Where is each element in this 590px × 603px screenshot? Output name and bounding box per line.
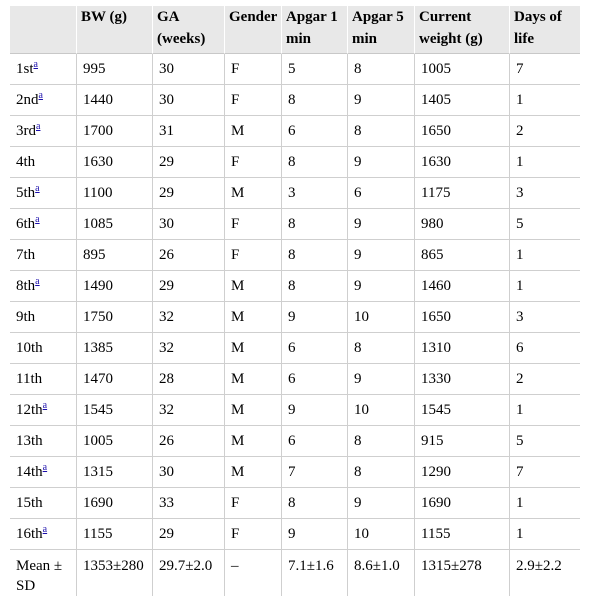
table-row: [10, 426, 580, 457]
header-bw: BW (g): [77, 6, 153, 54]
patient-id-text: 12th: [16, 402, 43, 418]
cell-apgar-5: 9: [348, 364, 415, 395]
cell-gender: F: [225, 54, 282, 85]
cell-bw: 1630: [77, 147, 153, 178]
summary-label: Mean ± SD: [10, 550, 77, 596]
header-apgar-1: Apgar 1 min: [282, 6, 348, 54]
cell-ga: 33: [153, 488, 225, 519]
cell-ga: 26: [153, 426, 225, 457]
cell-ga: 31: [153, 116, 225, 147]
cell-ga: 30: [153, 54, 225, 85]
cell-bw: 1155: [77, 519, 153, 550]
cell-apgar-1: 8: [282, 271, 348, 302]
patient-id-text: 1st: [16, 61, 34, 77]
patient-id-text: 9th: [16, 309, 36, 325]
header-apgar-5: Apgar 5 min: [348, 6, 415, 54]
cell-gender: M: [225, 457, 282, 488]
cell-days-of-life: 1: [510, 240, 580, 271]
cell-days-of-life: 3: [510, 178, 580, 209]
cell-patient-id: [10, 147, 77, 178]
cell-current-weight: 1630: [415, 147, 510, 178]
cell-bw: 1005: [77, 426, 153, 457]
cell-apgar-1: 8: [282, 488, 348, 519]
cell-current-weight: 1175: [415, 178, 510, 209]
cell-apgar-5: 10: [348, 395, 415, 426]
footnote-link[interactable]: a: [42, 462, 48, 473]
cell-patient-id: [10, 333, 77, 364]
cell-apgar-1: 6: [282, 364, 348, 395]
cell-current-weight: 1155: [415, 519, 510, 550]
cell-gender: M: [225, 116, 282, 147]
cell-bw: 1750: [77, 302, 153, 333]
footnote-sup: [43, 521, 47, 535]
header-patient: [10, 6, 77, 54]
cell-apgar-5: 6: [348, 178, 415, 209]
cell-days-of-life: 1: [510, 488, 580, 519]
cell-apgar-5: 10: [348, 302, 415, 333]
cell-ga: 29: [153, 271, 225, 302]
cell-ga: 29: [153, 519, 225, 550]
cell-apgar-1: 6: [282, 116, 348, 147]
header-current-weight: Current weight (g): [415, 6, 510, 54]
cell-patient-id: [10, 488, 77, 519]
table-row: [10, 364, 580, 395]
cell-gender: F: [225, 240, 282, 271]
footnote-sup: [35, 180, 39, 194]
cell-bw: 1690: [77, 488, 153, 519]
table-row: [10, 488, 580, 519]
cell-current-weight: 1460: [415, 271, 510, 302]
table-body: [10, 54, 580, 596]
cell-bw: 1385: [77, 333, 153, 364]
cell-gender: M: [225, 333, 282, 364]
cell-apgar-5: 9: [348, 147, 415, 178]
cell-current-weight: 1005: [415, 54, 510, 85]
cell-bw: 1490: [77, 271, 153, 302]
cell-bw: 1545: [77, 395, 153, 426]
patient-id-text: 6th: [16, 216, 36, 232]
cell-ga: 30: [153, 209, 225, 240]
footnote-sup: [35, 211, 39, 225]
cell-apgar-1: 6: [282, 333, 348, 364]
cell-days-of-life: 1: [510, 519, 580, 550]
patient-id-text: 7th: [16, 247, 36, 263]
cell-bw: 1700: [77, 116, 153, 147]
cell-ga: 28: [153, 364, 225, 395]
cell-current-weight: 915: [415, 426, 510, 457]
table-row: [10, 240, 580, 271]
cell-patient-id: [10, 85, 77, 116]
cell-apgar-5: 8: [348, 54, 415, 85]
cell-patient-id: [10, 116, 77, 147]
cell-current-weight: 1330: [415, 364, 510, 395]
table-row: [10, 302, 580, 333]
cell-ga: 32: [153, 395, 225, 426]
patient-id-text: 11th: [16, 371, 43, 387]
table-row: [10, 147, 580, 178]
cell-days-of-life: 1: [510, 395, 580, 426]
patient-id-text: 16th: [16, 526, 43, 542]
cell-days-of-life: 5: [510, 426, 580, 457]
table-row: [10, 395, 580, 426]
cell-apgar-5: 9: [348, 209, 415, 240]
cell-days-of-life: 6: [510, 333, 580, 364]
cell-apgar-1: 8: [282, 147, 348, 178]
patient-table-container: [10, 6, 580, 596]
footnote-link[interactable]: a: [42, 524, 48, 535]
cell-patient-id: [10, 209, 77, 240]
footnote-link[interactable]: a: [42, 400, 48, 411]
cell-bw: 1085: [77, 209, 153, 240]
cell-days-of-life: 1: [510, 271, 580, 302]
cell-apgar-1: 9: [282, 519, 348, 550]
cell-patient-id: [10, 457, 77, 488]
cell-apgar-1: 7: [282, 457, 348, 488]
patient-id-text: 4th: [16, 154, 36, 170]
cell-ga: 29: [153, 147, 225, 178]
cell-apgar-5: 8: [348, 333, 415, 364]
cell-gender: F: [225, 209, 282, 240]
cell-patient-id: [10, 426, 77, 457]
cell-ga: 26: [153, 240, 225, 271]
header-days-of-life: Days of life: [510, 6, 580, 54]
cell-apgar-1: 5: [282, 54, 348, 85]
patient-id-text: 15th: [16, 495, 43, 511]
cell-apgar-5: 8: [348, 116, 415, 147]
cell-current-weight: 1650: [415, 302, 510, 333]
table-row: [10, 333, 580, 364]
cell-apgar-5: 9: [348, 240, 415, 271]
cell-gender: M: [225, 271, 282, 302]
patient-id-text: 3rd: [16, 123, 36, 139]
cell-bw: 1100: [77, 178, 153, 209]
footnote-link[interactable]: a: [38, 90, 43, 101]
cell-patient-id: [10, 519, 77, 550]
cell-patient-id: [10, 54, 77, 85]
cell-current-weight: 1290: [415, 457, 510, 488]
cell-apgar-5: 8: [348, 457, 415, 488]
cell-ga: 32: [153, 333, 225, 364]
cell-current-weight: 1405: [415, 85, 510, 116]
header-gender: Gender: [225, 6, 282, 54]
table-row: [10, 271, 580, 302]
footnote-sup: [39, 87, 43, 101]
footnote-sup: [34, 56, 38, 70]
cell-patient-id: [10, 395, 77, 426]
table-row: [10, 178, 580, 209]
table-row: [10, 209, 580, 240]
cell-gender: F: [225, 85, 282, 116]
cell-gender: M: [225, 302, 282, 333]
patient-characteristics-table: [10, 6, 580, 596]
cell-apgar-1: 3: [282, 178, 348, 209]
cell-patient-id: [10, 302, 77, 333]
cell-apgar-5: 9: [348, 271, 415, 302]
cell-apgar-1: 8: [282, 240, 348, 271]
footnote-sup: [43, 397, 47, 411]
cell-bw: 1315: [77, 457, 153, 488]
cell-apgar-1: 8: [282, 209, 348, 240]
cell-days-of-life: 7: [510, 54, 580, 85]
table-row: [10, 116, 580, 147]
cell-apgar-5: 10: [348, 519, 415, 550]
cell-bw: 1440: [77, 85, 153, 116]
cell-bw: 995: [77, 54, 153, 85]
cell-apgar-1: 9: [282, 302, 348, 333]
cell-ga: 30: [153, 457, 225, 488]
cell-bw: 895: [77, 240, 153, 271]
footnote-link[interactable]: a: [35, 276, 40, 287]
cell-patient-id: [10, 271, 77, 302]
cell-patient-id: [10, 240, 77, 271]
footnote-link[interactable]: a: [35, 183, 40, 194]
table-row: [10, 85, 580, 116]
cell-gender: M: [225, 364, 282, 395]
footnote-sup: [36, 118, 40, 132]
patient-id-text: 10th: [16, 340, 43, 356]
cell-ga: 32: [153, 302, 225, 333]
cell-gender: F: [225, 519, 282, 550]
summary-current-weight: 1315±278: [415, 550, 510, 596]
cell-current-weight: 980: [415, 209, 510, 240]
cell-current-weight: 1690: [415, 488, 510, 519]
cell-bw: 1470: [77, 364, 153, 395]
table-header-row: [10, 6, 580, 54]
cell-gender: M: [225, 395, 282, 426]
cell-current-weight: 1310: [415, 333, 510, 364]
cell-apgar-1: 8: [282, 85, 348, 116]
patient-id-text: 5th: [16, 185, 36, 201]
summary-gender: –: [225, 550, 282, 596]
cell-days-of-life: 1: [510, 147, 580, 178]
cell-days-of-life: 3: [510, 302, 580, 333]
cell-ga: 30: [153, 85, 225, 116]
cell-patient-id: [10, 178, 77, 209]
cell-current-weight: 1650: [415, 116, 510, 147]
summary-days-of-life: 2.9±2.2: [516, 558, 562, 574]
cell-days-of-life: 7: [510, 457, 580, 488]
summary-row: [10, 550, 580, 596]
footnote-link[interactable]: a: [36, 121, 41, 132]
cell-days-of-life: 2: [510, 116, 580, 147]
cell-current-weight: 1545: [415, 395, 510, 426]
cell-days-of-life: 1: [510, 85, 580, 116]
footnote-link[interactable]: a: [33, 59, 38, 70]
patient-id-text: 14th: [16, 464, 43, 480]
cell-days-of-life: 5: [510, 209, 580, 240]
footnote-link[interactable]: a: [35, 214, 40, 225]
cell-apgar-5: 9: [348, 85, 415, 116]
table-row: [10, 54, 580, 85]
summary-bw: 1353±280: [77, 550, 153, 596]
cell-current-weight: 865: [415, 240, 510, 271]
cell-days-of-life: 2: [510, 364, 580, 395]
cell-ga: 29: [153, 178, 225, 209]
table-row: [10, 457, 580, 488]
cell-patient-id: [10, 364, 77, 395]
footnote-sup: [35, 273, 39, 287]
cell-gender: M: [225, 178, 282, 209]
header-ga: GA (weeks): [153, 6, 225, 54]
patient-id-text: 2nd: [16, 92, 39, 108]
footnote-sup: [43, 459, 47, 473]
cell-gender: F: [225, 147, 282, 178]
cell-gender: M: [225, 426, 282, 457]
cell-apgar-5: 9: [348, 488, 415, 519]
table-row: [10, 519, 580, 550]
cell-gender: F: [225, 488, 282, 519]
cell-apgar-5: 8: [348, 426, 415, 457]
patient-id-text: 8th: [16, 278, 36, 294]
summary-apgar-1: 7.1±1.6: [282, 550, 348, 596]
summary-ga: 29.7±2.0: [153, 550, 225, 596]
cell-apgar-1: 6: [282, 426, 348, 457]
summary-apgar-5: 8.6±1.0: [348, 550, 415, 596]
patient-id-text: 13th: [16, 433, 43, 449]
cell-apgar-1: 9: [282, 395, 348, 426]
